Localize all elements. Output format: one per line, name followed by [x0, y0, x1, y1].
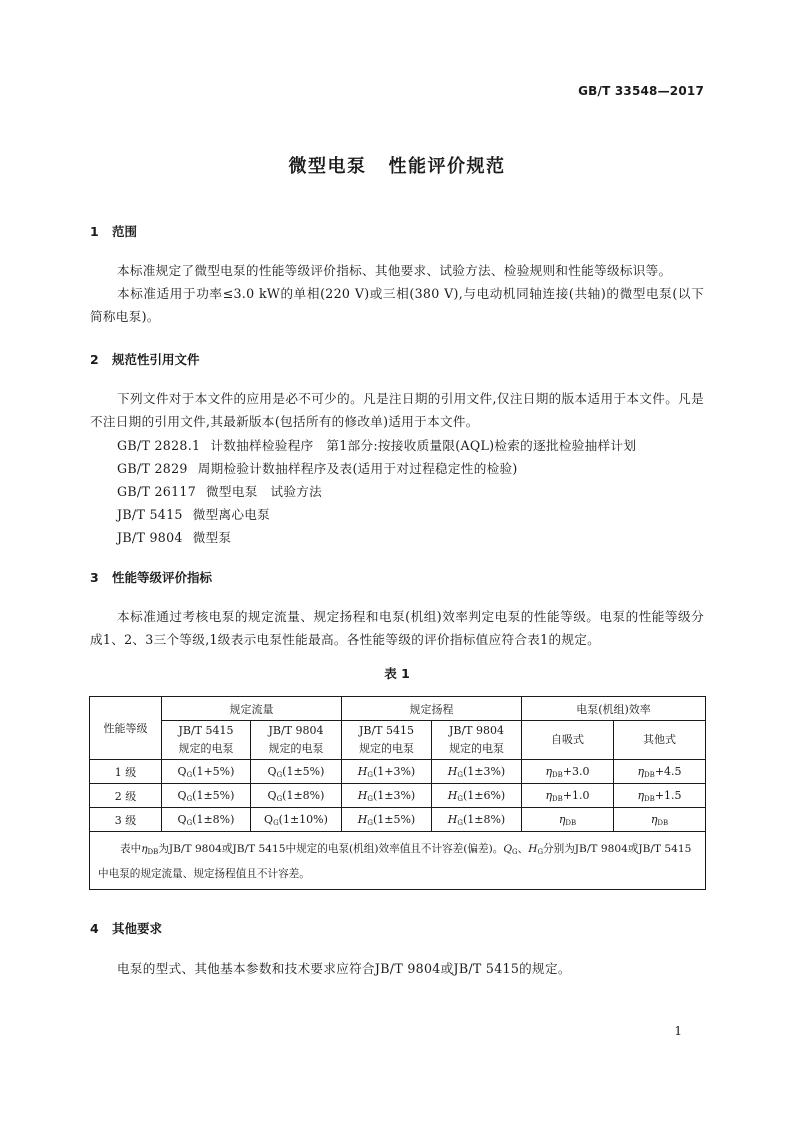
cell-flow: $Q_G(1\pm 10\%)$	[251, 808, 342, 832]
reference-code: JB/T 5415	[117, 507, 183, 522]
cell-level: 1 级	[90, 760, 162, 784]
cell-efficiency: $\eta_{DB}$	[522, 808, 614, 832]
page-number: 1	[674, 1024, 682, 1038]
reference-title: 微型离心电泵	[192, 507, 271, 522]
section-2-paragraph-1: 下列文件对于本文件的应用是必不可少的。凡是注日期的引用文件,仅注日期的版本适用于本文件。凡是不注日期的引用文件,其最新版本(包括所有的修改单)适用于本文件。	[90, 391, 704, 429]
title-part2: 性能评价规范	[388, 156, 506, 177]
reference-title: 微型泵	[192, 530, 232, 545]
cell-flow: $Q_G(1\pm 5\%)$	[162, 784, 251, 808]
cell-flow: $Q_G(1+5\%)$	[162, 760, 251, 784]
section-1-paragraph-1: 本标准规定了微型电泵的性能等级评价指标、其他要求、试验方法、检验规则和性能等级标识等。	[117, 263, 672, 278]
reference-item	[117, 458, 518, 477]
reference-item	[117, 435, 636, 454]
cell-efficiency: $\eta_{DB}+3.0$	[522, 760, 614, 784]
cell-head: $H_G(1+3\%)$	[342, 760, 432, 784]
section-3-paragraph-1: 本标准通过考核电泵的规定流量、规定扬程和电泵(机组)效率判定电泵的性能等级。电泵的性能等级分成1、2、3三个等级,1级表示电泵性能最高。各性能等级的评价指标值应符合表1的规定。	[90, 609, 704, 647]
reference-code: GB/T 2829	[117, 461, 188, 476]
table-note-row	[90, 832, 706, 890]
section-number: 4	[90, 921, 99, 936]
reference-code: GB/T 2828.1	[117, 438, 201, 453]
cell-head: $H_G(1\pm 3\%)$	[432, 760, 522, 784]
cell-efficiency: $\eta_{DB}+1.0$	[522, 784, 614, 808]
cell-flow: $Q_G(1\pm 8\%)$	[162, 808, 251, 832]
table-row	[90, 808, 706, 832]
header-head: 规定扬程	[342, 697, 522, 721]
cell-head: $H_G(1\pm 8\%)$	[432, 808, 522, 832]
reference-item	[117, 481, 322, 500]
cell-efficiency: $\eta_{DB}$	[614, 808, 706, 832]
cell-flow: $Q_G(1\pm 8\%)$	[251, 784, 342, 808]
reference-item	[117, 527, 231, 546]
section-title: 规范性引用文件	[112, 352, 200, 367]
title-part1: 微型电泵	[288, 156, 367, 177]
section-1-heading	[90, 222, 137, 240]
cell-head: $H_G(1\pm 5\%)$	[342, 808, 432, 832]
subheader-self-priming: 自吸式	[522, 721, 614, 760]
subheader-cell: JB/T 9804 规定的电泵	[251, 721, 342, 760]
performance-grade-table	[89, 696, 706, 890]
cell-efficiency: $\eta_{DB}+4.5$	[614, 760, 706, 784]
table-row	[90, 760, 706, 784]
header-flow: 规定流量	[162, 697, 342, 721]
section-title: 其他要求	[112, 921, 163, 936]
section-4-heading	[90, 919, 162, 937]
reference-title: 计数抽样检验程序 第1部分:按接收质量限(AQL)检索的逐批检验抽样计划	[210, 438, 637, 453]
table-subheader-row	[90, 721, 706, 760]
section-title: 范围	[112, 224, 138, 239]
subheader-cell: JB/T 9804 规定的电泵	[432, 721, 522, 760]
subheader-cell: JB/T 5415 规定的电泵	[342, 721, 432, 760]
document-title	[0, 152, 794, 178]
table-title: 表 1	[384, 666, 410, 681]
standard-code: GB/T 33548—2017	[578, 84, 704, 98]
cell-level: 2 级	[90, 784, 162, 808]
reference-code: GB/T 26117	[117, 484, 197, 499]
section-2-heading	[90, 350, 200, 368]
reference-code: JB/T 9804	[117, 530, 183, 545]
header-level: 性能等级	[90, 697, 162, 760]
cell-level: 3 级	[90, 808, 162, 832]
header-efficiency: 电泵(机组)效率	[522, 697, 706, 721]
reference-title: 微型电泵 试验方法	[206, 484, 323, 499]
section-number: 3	[90, 570, 99, 585]
subheader-other-type: 其他式	[614, 721, 706, 760]
table-note: 表中$\eta_{DB}$为JB/T 9804或JB/T 5415中规定的电泵(机组)效率值且不计容差(偏差)。$Q_G$、$H_G$分别为JB/T 9804或JB/T 5415中电泵的规定流量、规定扬程值且不计容差。	[90, 832, 706, 890]
cell-flow: $Q_G(1\pm 5\%)$	[251, 760, 342, 784]
section-number: 2	[90, 352, 99, 367]
section-4-paragraph-1: 电泵的型式、其他基本参数和技术要求应符合JB/T 9804或JB/T 5415的规定。	[117, 961, 571, 976]
cell-head: $H_G(1\pm 6\%)$	[432, 784, 522, 808]
subheader-cell: JB/T 5415 规定的电泵	[162, 721, 251, 760]
table-row	[90, 784, 706, 808]
table-header-row	[90, 697, 706, 721]
section-number: 1	[90, 224, 99, 239]
section-1-paragraph-2: 本标准适用于功率≤3.0 kW的单相(220 V)或三相(380 V),与电动机同轴连接(共轴)的微型电泵(以下简称电泵)。	[90, 286, 704, 324]
reference-title: 周期检验计数抽样程序及表(适用于对过程稳定性的检验)	[197, 461, 518, 476]
reference-item	[117, 504, 270, 523]
cell-efficiency: $\eta_{DB}+1.5$	[614, 784, 706, 808]
section-title: 性能等级评价指标	[112, 570, 213, 585]
cell-head: $H_G(1\pm 3\%)$	[342, 784, 432, 808]
section-3-heading	[90, 568, 212, 586]
